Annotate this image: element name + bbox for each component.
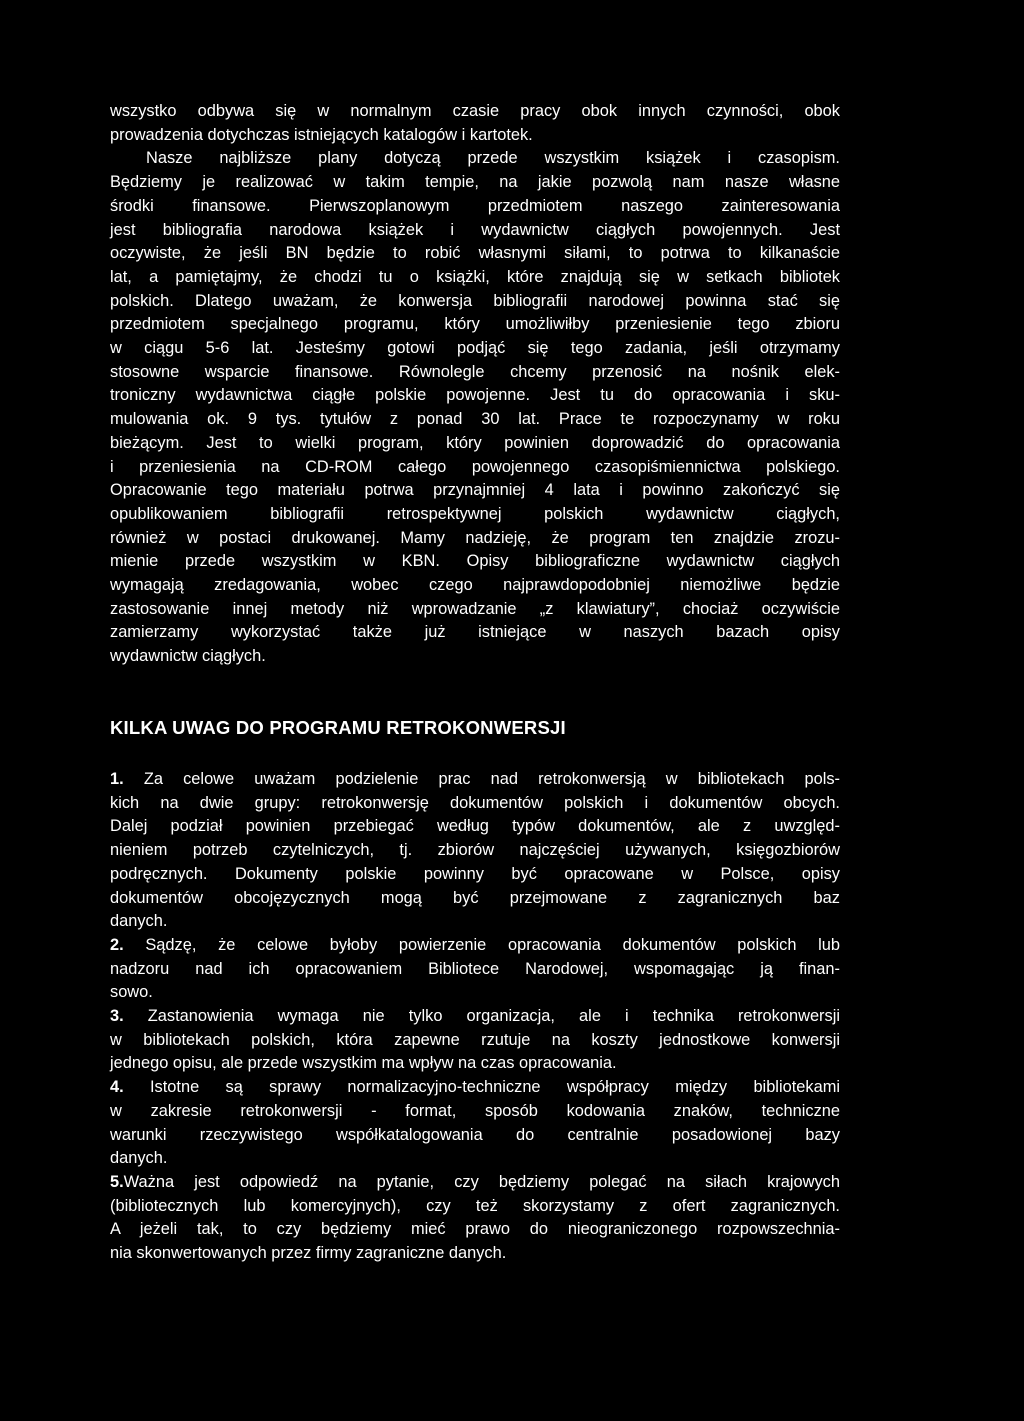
text-line: lat, a pamiętajmy, że chodzi tu o książki, które znajdują się w setkach bibliotek	[110, 267, 840, 286]
text-line: nadzoru nad ich opracowaniem Bibliotece Narodowej, wspomagając ją finan-	[110, 959, 840, 978]
text-line: stosowne wsparcie finansowe. Równolegle chcemy przenosić na nośnik elek-	[110, 362, 840, 381]
text-line: w zakresie retrokonwersji - format, sposób kodowania znaków, techniczne	[110, 1101, 840, 1120]
list-item	[110, 1171, 840, 1266]
text-line: warunki rzeczywistego współkatalogowania do centralnie posadowionej bazy	[110, 1125, 840, 1144]
item-number: 4.	[110, 1078, 124, 1097]
text-line: w ciągu 5-6 lat. Jesteśmy gotowi podjąć się tego zadania, jeśli otrzymamy	[110, 339, 840, 358]
list-item	[110, 934, 840, 1005]
item-text: Istotne są sprawy normalizacyjno-techniczne współpracy między bibliotekami	[123, 1078, 840, 1097]
text-line: w bibliotekach polskich, która zapewne rzutuje na koszty jednostkowe konwersji	[110, 1030, 840, 1049]
item-text: Zastanowienia wymaga nie tylko organizacja, ale i technika retrokonwersji	[123, 1007, 840, 1026]
text-line: wszystko odbywa się w normalnym czasie pracy obok innych czynności, obok	[110, 102, 840, 120]
text-line: Dalej podział powinien przebiegać według typów dokumentów, ale z uwzględ-	[110, 817, 840, 836]
section-heading: KILKA UWAG DO PROGRAMU RETROKONWERSJI	[110, 717, 566, 738]
intro-paragraph	[110, 100, 840, 669]
text-line: bieżącym. Jest to wielki program, który powinien doprowadzić do opracowania	[110, 433, 840, 452]
text-line: kich na dwie grupy: retrokonwersję dokumentów polskich i dokumentów obcych.	[110, 793, 840, 812]
text-line: Będziemy je realizować w takim tempie, na jakie pozwolą nam nasze własne	[110, 173, 840, 192]
text-line: danych.	[110, 1149, 168, 1168]
text-line: mienie przede wszystkim w KBN. Opisy bibliograficzne wydawnictw ciągłych	[110, 552, 840, 571]
item-number: 5.	[110, 1172, 124, 1191]
text-line	[110, 768, 840, 792]
text-line	[110, 1171, 840, 1195]
text-line: dokumentów obcojęzycznych mogą być przejmowane z zagranicznych baz	[110, 888, 840, 907]
text-line: polskich. Dlatego uważam, że konwersja bibliografii narodowej powinna stać się	[110, 291, 840, 310]
text-line: opublikowaniem bibliografii retrospektywnej polskich wydawnictw ciągłych,	[110, 504, 840, 523]
text-line: sowo.	[110, 983, 153, 1002]
text-line: oczywiste, że jeśli BN będzie to robić własnymi siłami, to potrwa to kilkanaście	[110, 244, 840, 263]
item-text: Za celowe uważam podzielenie prac nad retrokonwersją w bibliotekach pols-	[123, 770, 840, 788]
text-line: Nasze najbliższe plany dotyczą przede wszystkim książek i czasopism.	[146, 149, 840, 168]
text-line	[110, 1076, 840, 1100]
item-number: 2.	[110, 935, 124, 954]
item-text: Ważna jest odpowiedź na pytanie, czy będziemy polegać na siłach krajowych	[123, 1172, 840, 1191]
text-line: zastosowanie innej metody niż wprowadzanie „z klawiatury”, chociaż oczywiście	[110, 599, 840, 618]
text-line: przedmiotem specjalnego programu, który umożliwiłby przeniesienie tego zbioru	[110, 315, 840, 334]
item-number: 1.	[110, 770, 124, 788]
item-text: Sądzę, że celowe byłoby powierzenie opracowania dokumentów polskich lub	[123, 935, 840, 954]
text-line: nia skonwertowanych przez firmy zagraniczne danych.	[110, 1244, 507, 1263]
text-line: Opracowanie tego materiału potrwa przynajmniej 4 lata i powinno zakończyć się	[110, 481, 840, 500]
text-line	[110, 934, 840, 958]
numbered-list	[110, 768, 840, 1266]
text-line: i przeniesienia na CD-ROM całego powojennego czasopiśmiennictwa polskiego.	[110, 457, 840, 476]
document-page	[110, 100, 840, 1263]
text-line: wydawnictw ciągłych.	[110, 647, 266, 666]
text-line: (bibliotecznych lub komercyjnych), czy też skorzystamy z ofert zagranicznych.	[110, 1196, 840, 1215]
text-line	[110, 1005, 840, 1029]
text-line: A jeżeli tak, to czy będziemy mieć prawo do nieograniczonego rozpowszechnia-	[110, 1220, 840, 1239]
text-line: zamierzamy wykorzystać także już istniejące w naszych bazach opisy	[110, 623, 840, 642]
text-line: danych.	[110, 912, 168, 931]
text-line: jest bibliografia narodowa książek i wydawnictw ciągłych powojennych. Jest	[110, 220, 840, 239]
text-line: również w postaci drukowanej. Mamy nadzieję, że program ten znajdzie zrozu-	[110, 528, 840, 547]
text-line: podręcznych. Dokumenty polskie powinny być opracowane w Polsce, opisy	[110, 864, 840, 883]
text-line: troniczny wydawnictwa ciągłe polskie powojenne. Jest tu do opracowania i sku-	[110, 386, 840, 405]
list-item	[110, 1076, 840, 1171]
text-line: nieniem potrzeb czytelniczych, tj. zbiorów najczęściej używanych, księgozbiorów	[110, 841, 840, 860]
list-item	[110, 1005, 840, 1076]
list-item	[110, 768, 840, 934]
text-line: środki finansowe. Pierwszoplanowym przedmiotem naszego zainteresowania	[110, 196, 840, 215]
text-line: jednego opisu, ale przede wszystkim ma wpływ na czas opracowania.	[110, 1054, 617, 1073]
text-line: mulowania ok. 9 tys. tytułów z ponad 30 lat. Prace te rozpoczynamy w roku	[110, 410, 840, 429]
text-line: prowadzenia dotychczas istniejących katalogów i kartotek.	[110, 125, 533, 144]
text-line: wymagają zredagowania, wobec czego najprawdopodobniej niemożliwe będzie	[110, 576, 840, 595]
item-number: 3.	[110, 1007, 124, 1026]
